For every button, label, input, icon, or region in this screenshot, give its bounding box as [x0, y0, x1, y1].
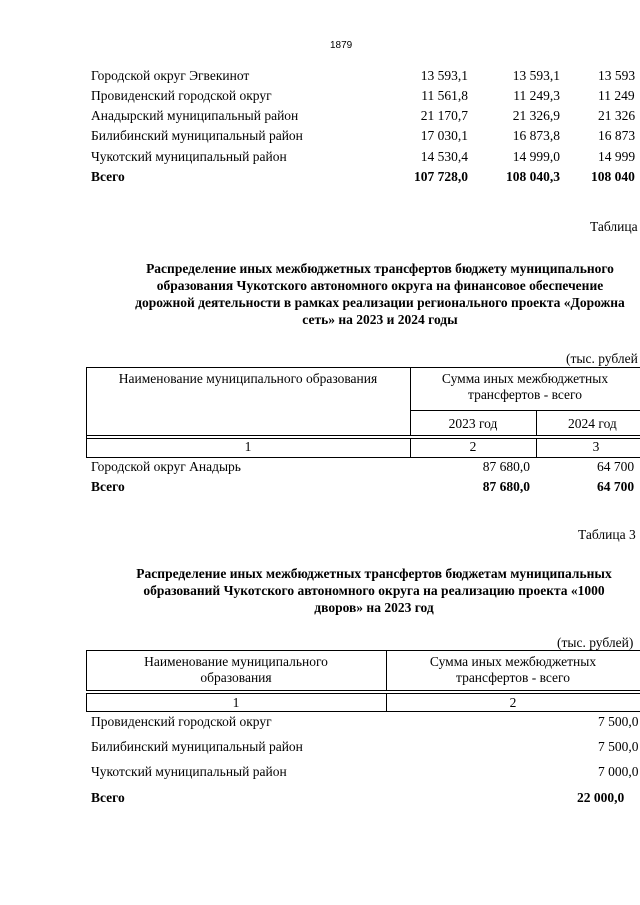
row-name: Чукотский муниципальный район — [91, 149, 287, 164]
column-number: 2 — [509, 695, 517, 710]
row-value: 21 170,7 — [420, 108, 468, 123]
row-value: 7 500,0 — [598, 714, 639, 729]
total-label: Всего — [91, 790, 125, 805]
row-value: 16 873 — [598, 128, 636, 143]
row-value: 11 249 — [598, 88, 635, 103]
header-sum: трансфертов - всего — [468, 387, 582, 402]
row-value: 87 680,0 — [482, 459, 530, 474]
table-label: Таблица — [590, 219, 638, 234]
header-sum: Сумма иных межбюджетных — [429, 654, 597, 669]
header-name: Наименование муниципального образования — [118, 371, 378, 386]
title-line: Распределение иных межбюджетных трансфертов бюджету муниципального — [146, 261, 614, 276]
row-value: 7 500,0 — [598, 739, 639, 754]
row-name: Чукотский муниципальный район — [91, 764, 287, 779]
row-value: 7 000,0 — [598, 764, 639, 779]
table-label: Таблица 3 — [578, 527, 636, 542]
total-value: 87 680,0 — [482, 479, 530, 494]
header-name: образования — [200, 670, 272, 685]
column-number: 2 — [469, 439, 477, 454]
title-line: образования Чукотского автономного округа на финансовое обеспечение — [156, 278, 604, 293]
row-name: Городской округ Эгвекинот — [91, 68, 250, 83]
row-name: Провиденский городской округ — [91, 88, 272, 103]
total-value: 64 700 — [597, 479, 635, 494]
header-year: 2024 год — [568, 416, 617, 431]
row-name: Анадырский муниципальный район — [91, 108, 299, 123]
title-line: дворов» на 2023 год — [314, 600, 434, 615]
header-sum: трансфертов - всего — [456, 670, 570, 685]
row-value: 64 700 — [597, 459, 635, 474]
column-number: 1 — [244, 439, 252, 454]
title-line: Распределение иных межбюджетных трансфертов бюджетам муниципальных — [136, 566, 612, 581]
title-line: дорожной деятельности в рамках реализации регионального проекта «Дорожна — [135, 295, 625, 310]
column-number: 3 — [592, 439, 600, 454]
total-label: Всего — [91, 169, 125, 184]
column-number: 1 — [232, 695, 240, 710]
total-value: 22 000,0 — [577, 790, 625, 805]
total-value: 107 728,0 — [414, 169, 468, 184]
row-name: Городской округ Анадырь — [91, 459, 241, 474]
title-line: образований Чукотского автономного округа на реализацию проекта «1000 — [143, 583, 605, 598]
total-label: Всего — [91, 479, 125, 494]
row-name: Провиденский городской округ — [91, 714, 272, 729]
row-value: 21 326,9 — [512, 108, 560, 123]
total-value: 108 040,3 — [506, 169, 560, 184]
row-value: 21 326 — [598, 108, 636, 123]
row-name: Билибинский муниципальный район — [91, 128, 303, 143]
row-value: 11 249,3 — [513, 88, 560, 103]
total-value: 108 040 — [591, 169, 635, 184]
row-value: 16 873,8 — [512, 128, 560, 143]
row-value: 14 999 — [598, 149, 636, 164]
header-name: Наименование муниципального — [144, 654, 328, 669]
header-sum: Сумма иных межбюджетных — [441, 371, 609, 386]
units-label: (тыс. рублей — [566, 351, 638, 366]
row-value: 13 593,1 — [512, 68, 560, 83]
title-line: сеть» на 2023 и 2024 годы — [302, 312, 458, 327]
units-label: (тыс. рублей) — [557, 635, 634, 650]
row-value: 14 530,4 — [420, 149, 468, 164]
row-value: 13 593 — [598, 68, 636, 83]
header-year: 2023 год — [448, 416, 498, 431]
row-value: 13 593,1 — [420, 68, 468, 83]
row-value: 17 030,1 — [420, 128, 468, 143]
row-name: Билибинский муниципальный район — [91, 739, 303, 754]
page-number: 1879 — [330, 40, 353, 51]
row-value: 11 561,8 — [421, 88, 468, 103]
row-value: 14 999,0 — [512, 149, 560, 164]
